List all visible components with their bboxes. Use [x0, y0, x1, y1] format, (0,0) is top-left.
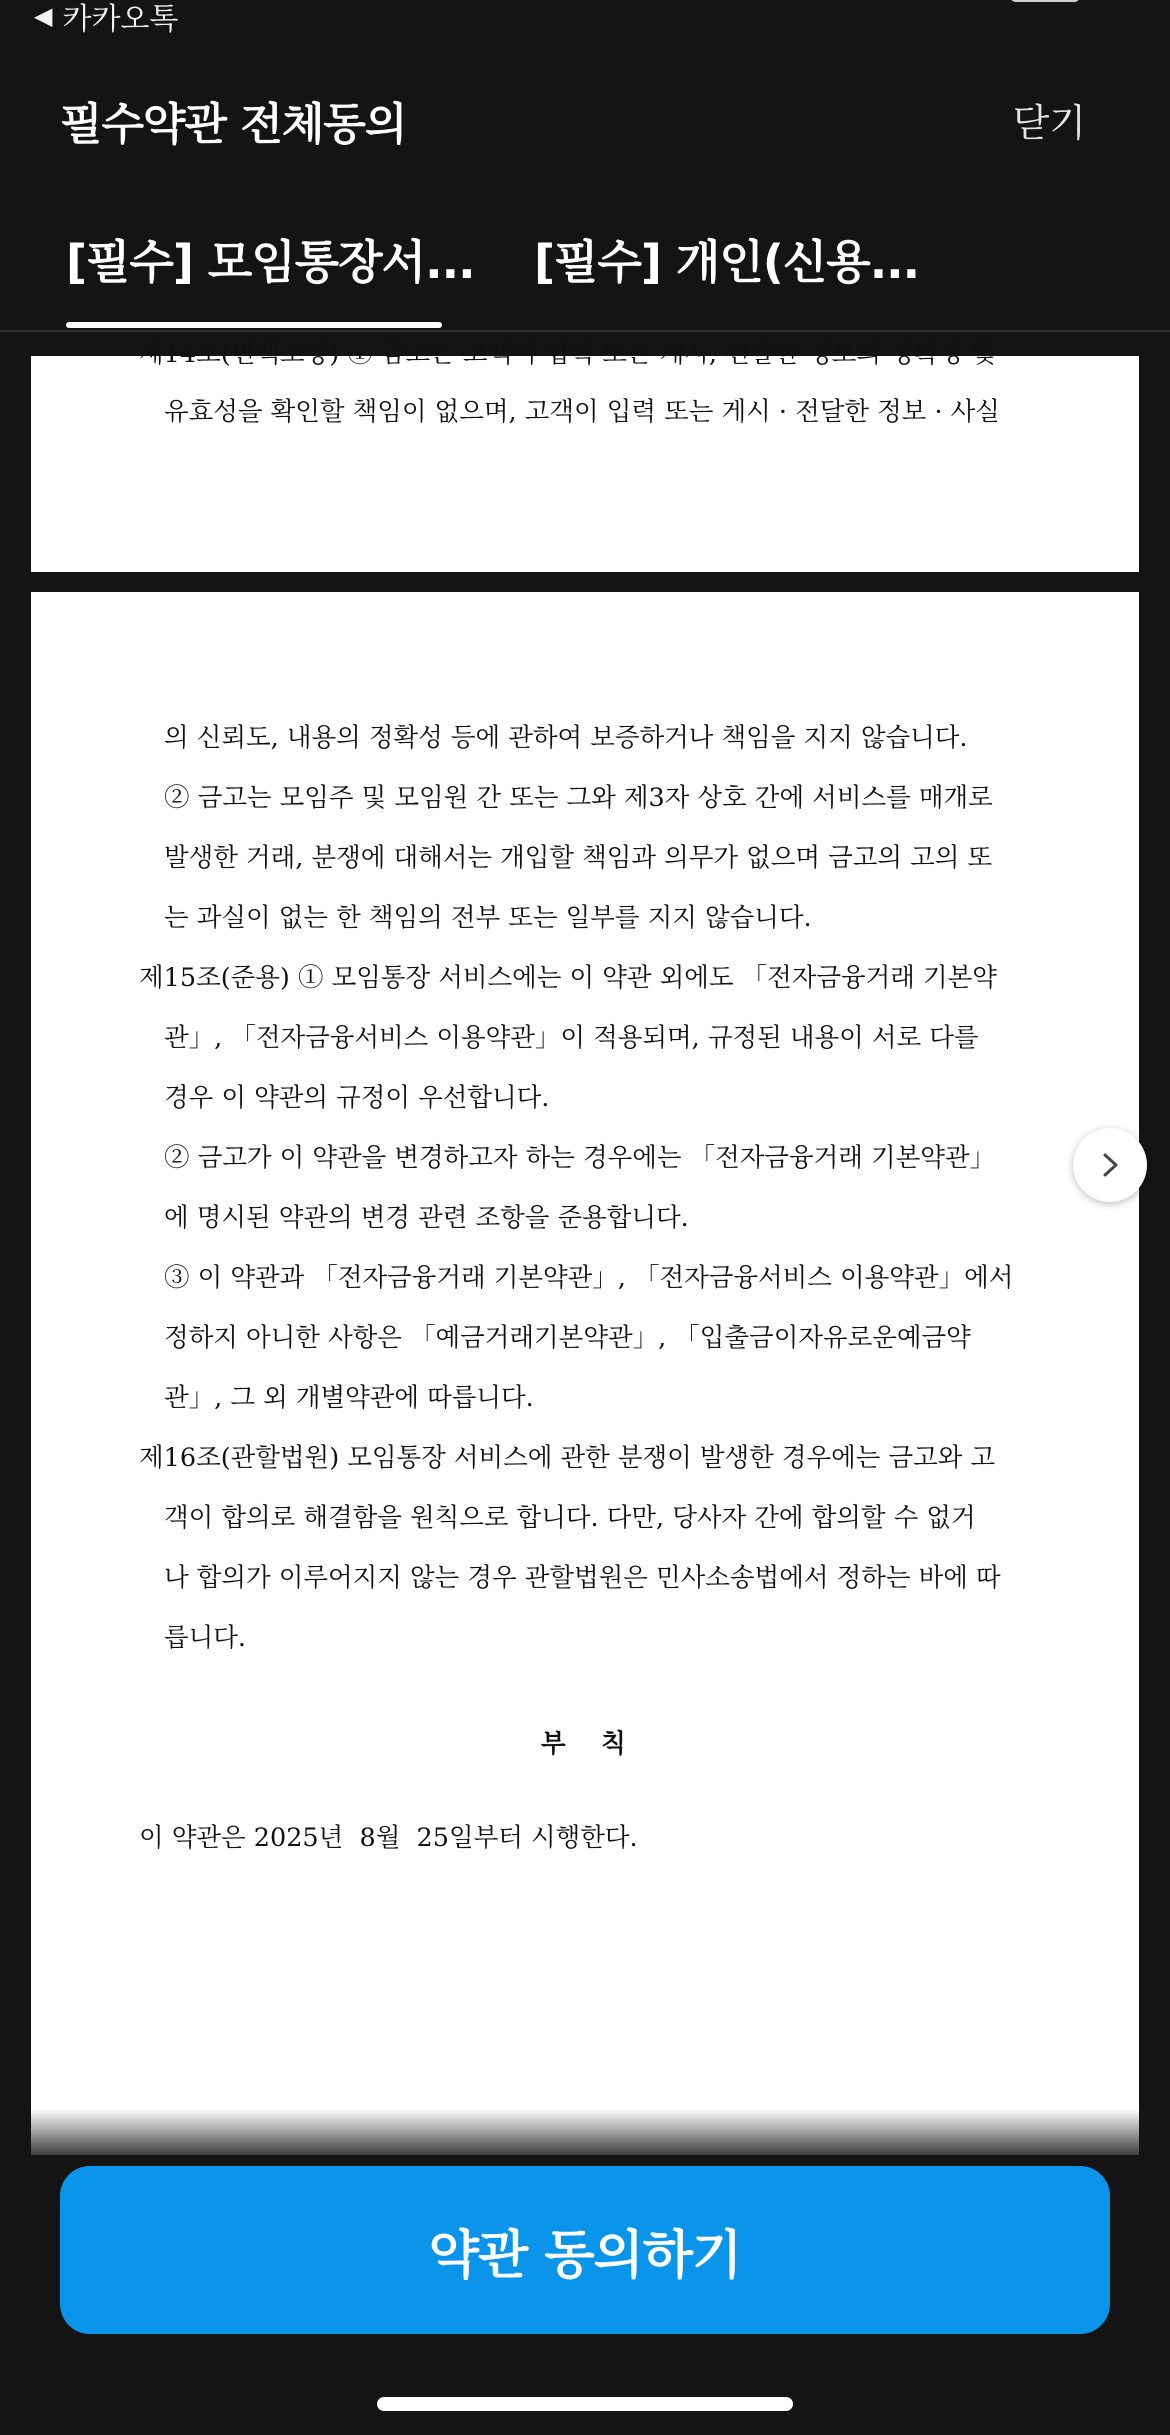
terms-text-line: 에 명시된 약관의 변경 관련 조항을 준용합니다.	[164, 1203, 689, 1233]
chevron-right-icon	[1095, 1150, 1125, 1180]
agree-terms-button[interactable]: 약관 동의하기	[60, 2166, 1110, 2334]
page-title: 필수약관 전체동의	[60, 99, 407, 150]
back-label: 카카오톡	[62, 2, 179, 37]
terms-text-line: 나 합의가 이루어지지 않는 경우 관할법원은 민사소송법에서 정하는 바에 따	[164, 1563, 1001, 1593]
terms-text-line: 릅니다.	[164, 1623, 247, 1653]
effective-date-text: 이 약관은 2025년 8월 25일부터 시행한다.	[139, 1823, 638, 1853]
terms-text-line: 의 신뢰도, 내용의 정확성 등에 관하여 보증하거나 책임을 지지 않습니다.	[164, 723, 968, 753]
tab-personal-credit-terms[interactable]: [필수] 개인(신용...	[534, 235, 920, 289]
page-bottom-shadow	[31, 2109, 1139, 2155]
clipped-text-line: 제14조(면책조항) ① 금고는 고객이 입력 또는 게시, 전달한 정보의 정확성 및	[139, 339, 996, 369]
terms-text-line: 객이 합의로 해결함을 원칙으로 합니다. 다만, 당사자 간에 합의할 수 없거	[164, 1503, 976, 1533]
terms-text-line: ② 금고가 이 약관을 변경하고자 하는 경우에는 「전자금융거래 기본약관」	[164, 1143, 996, 1173]
back-to-kakaotalk[interactable]	[34, 0, 178, 38]
terms-text-line: ③ 이 약관과 「전자금융거래 기본약관」, 「전자금융서비스 이용약관」에서	[164, 1263, 1014, 1293]
terms-text-line: 발생한 거래, 분쟁에 대해서는 개입할 책임과 의무가 없으며 금고의 고의 또	[164, 843, 993, 873]
terms-text-line: 관」, 「전자금융서비스 이용약관」이 적용되며, 규정된 내용이 서로 다를	[164, 1023, 979, 1053]
home-indicator[interactable]	[377, 2397, 793, 2411]
appendix-title: 부 칙	[541, 1729, 626, 1759]
terms-text-line: 제15조(준용) ① 모임통장 서비스에는 이 약관 외에도 「전자금융거래 기본약	[139, 963, 997, 993]
terms-text-line: 경우 이 약관의 규정이 우선합니다.	[164, 1083, 550, 1113]
terms-text-line: ② 금고는 모임주 및 모임원 간 또는 그와 제3자 상호 간에 서비스를 매개로	[164, 783, 993, 813]
back-triangle-icon: ◀	[34, 2, 53, 30]
terms-text-line: 유효성을 확인할 책임이 없으며, 고객이 입력 또는 게시 · 전달한 정보 · 사실	[164, 397, 1000, 427]
document-page[interactable]	[31, 592, 1139, 2155]
next-page-button[interactable]	[1073, 1128, 1147, 1202]
active-tab-indicator	[66, 322, 442, 328]
terms-text-line: 는 과실이 없는 한 책임의 전부 또는 일부를 지지 않습니다.	[164, 903, 812, 933]
terms-text-line: 관」, 그 외 개별약관에 따릅니다.	[164, 1383, 534, 1413]
terms-text-line: 정하지 아니한 사항은 「예금거래기본약관」, 「입출금이자유로운예금약	[164, 1323, 971, 1353]
document-page[interactable]	[31, 339, 1139, 572]
close-button[interactable]: 닫기	[1012, 101, 1086, 145]
tab-meeting-account-terms[interactable]: [필수] 모임통장서...	[66, 235, 475, 289]
status-indicator	[1010, 0, 1080, 2]
terms-text-line: 제16조(관할법원) 모임통장 서비스에 관한 분쟁이 발생한 경우에는 금고와 고	[139, 1443, 996, 1473]
tab-divider	[0, 330, 1170, 332]
